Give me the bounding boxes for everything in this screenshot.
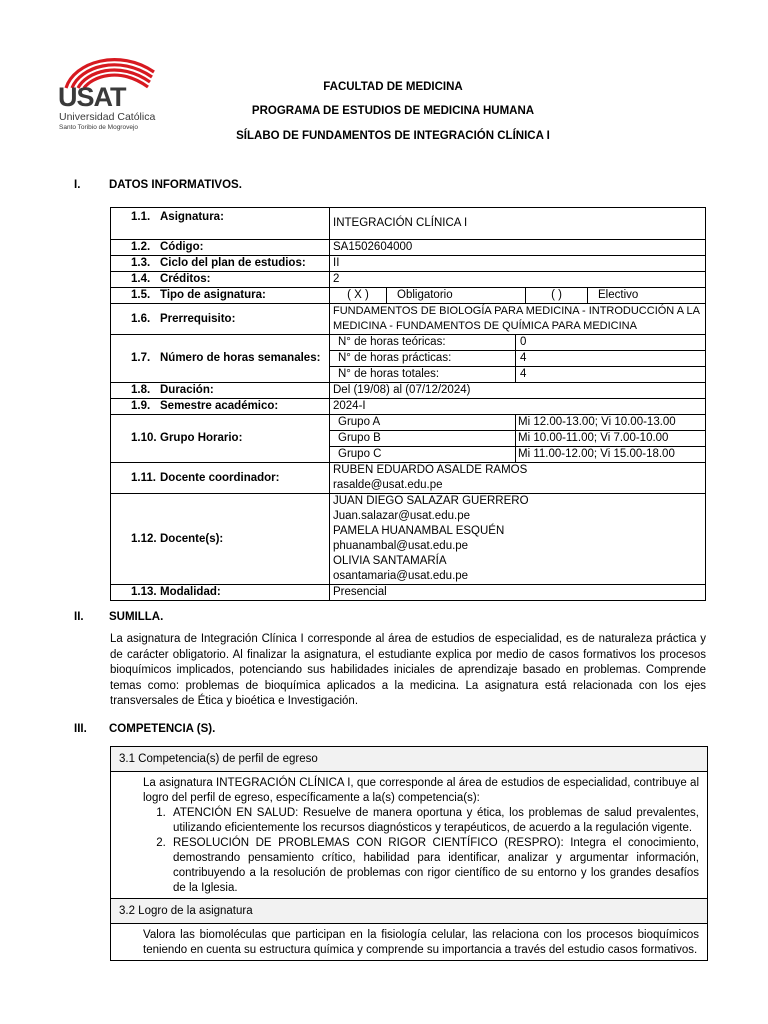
row-asignatura: 1.1. Asignatura: INTEGRACIÓN CLÍNICA I (111, 208, 706, 240)
semestre-value: 2024-I (330, 399, 706, 415)
horas-practicas-label: N° de horas prácticas: (330, 351, 516, 367)
codigo-value: SA1502604000 (330, 240, 706, 256)
ciclo-value: II (330, 256, 706, 272)
row-semestre: 1.9. Semestre académico: 2024-I (111, 399, 706, 415)
docente-1-email: Juan.salazar@usat.edu.pe (333, 510, 470, 522)
row-docentes: 1.12. Docente(s): JUAN DIEGO SALAZAR GUERRERO Juan.salazar@usat.edu.pe PAMELA HUANAMBAL ESQUÉN phuanambal@usat.edu.pe OLIVIA SANTAMARÍA osantamaria@usat.edu.pe (111, 494, 706, 585)
grupo-a-label: Grupo A (330, 415, 516, 431)
horas-practicas-value: 4 (516, 351, 706, 367)
horas-teoricas-value: 0 (516, 335, 706, 351)
tipo-mark-electivo: ( ) (526, 288, 588, 303)
competencia-subtitle: 3.1 Competencia(s) de perfil de egreso (111, 747, 707, 772)
docente-2-name: PAMELA HUANAMBAL ESQUÉN (333, 525, 505, 537)
faculty-title: FACULTAD DE MEDICINA (323, 81, 463, 93)
logro-subtitle: 3.2 Logro de la asignatura (111, 899, 707, 924)
coordinador-name: RUBEN EDUARDO ASALDE RAMOS (333, 464, 528, 476)
docente-3-email: osantamaria@usat.edu.pe (333, 570, 469, 582)
prerrequisito-value: FUNDAMENTOS DE BIOLOGÍA PARA MEDICINA - INTRODUCCIÓN A LA MEDICINA - FUNDAMENTOS DE QUÍMICA PARA MEDICINA (330, 304, 706, 335)
coordinador-email: rasalde@usat.edu.pe (333, 479, 443, 491)
competencia-list (143, 806, 699, 896)
row-prerrequisito: 1.6. Prerrequisito: FUNDAMENTOS DE BIOLOGÍA PARA MEDICINA - INTRODUCCIÓN A LA MEDICINA - FUNDAMENTOS DE QUÍMICA PARA MEDICINA (111, 304, 706, 335)
tipo-electivo: Electivo (598, 289, 639, 301)
asignatura-value: INTEGRACIÓN CLÍNICA I (330, 208, 706, 240)
row-horas: 1.7. Número de horas semanales: N° de horas teóricas: 0 N° de horas prácticas: 4 N° de horas totales: 4 (111, 335, 706, 383)
grupo-c-label: Grupo C (330, 447, 516, 463)
row-codigo: 1.2. Código: SA1502604000 (111, 240, 706, 256)
competencia-item: 2. RESOLUCIÓN DE PROBLEMAS CON RIGOR CIENTÍFICO (RESPRO): Integra el conocimiento, demostrando pensamiento crítico, habilidad para identificar, analizar y argumentar información, contribuyendo a la resolución de problemas con rigor científico de su entorno y los grandes desafíos de la Iglesia. (169, 836, 699, 896)
duracion-value: Del (19/08) al (07/12/2024) (330, 383, 706, 399)
horas-totales-label: N° de horas totales: (330, 367, 516, 383)
logo-line1: Universidad Católica (59, 111, 156, 123)
syllabus-title: SÍLABO DE FUNDAMENTOS DE INTEGRACIÓN CLÍNICA I (236, 130, 550, 142)
row-tipo: 1.5. Tipo de asignatura: ( X ) Obligatorio ( ) Electivo (111, 288, 706, 304)
grupo-b-schedule: Mi 10.00-11.00; Vi 7.00-10.00 (516, 431, 706, 447)
logo-name: USAT (58, 82, 126, 112)
docente-2-email: phuanambal@usat.edu.pe (333, 540, 469, 552)
modalidad-value: Presencial (330, 585, 706, 601)
row-grupo: 1.10. Grupo Horario: Grupo A Mi 12.00-13.00; Vi 10.00-13.00 Grupo B Mi 10.00-11.00; Vi 7.00-10.00 Grupo C Mi 11.00-12.00; Vi 15.00-18.00 (111, 415, 706, 463)
competencia-content (111, 772, 707, 899)
competencia-item: 1. ATENCIÓN EN SALUD: Resuelve de manera oportuna y ética, los problemas de salud prevalentes, utilizando eficientemente los recursos diagnósticos y terapéuticos, de acuerdo a la regulación vigente. (169, 806, 699, 836)
docente-1-name: JUAN DIEGO SALAZAR GUERRERO (333, 495, 529, 507)
row-duracion: 1.8. Duración: Del (19/08) al (07/12/2024) (111, 383, 706, 399)
row-modalidad: 1.13. Modalidad: Presencial (111, 585, 706, 601)
logro-content: Valora las biomoléculas que participan en la fisiología celular, las relaciona con los procesos bioquímicos teniendo en cuenta su estructura química y comprende su importancia a través del estudio casos formativos. (143, 929, 699, 956)
info-table (110, 207, 706, 601)
program-title: PROGRAMA DE ESTUDIOS DE MEDICINA HUMANA (251, 105, 535, 117)
horas-teoricas-label: N° de horas teóricas: (330, 335, 516, 351)
grupo-c-schedule: Mi 11.00-12.00; Vi 15.00-18.00 (518, 448, 675, 460)
competencia-intro: La asignatura INTEGRACIÓN CLÍNICA I, que corresponde al área de estudios de especialidad, contribuye al logro del perfil de egreso, específicamente a la(s) competencia(s): (143, 777, 699, 804)
row-ciclo: 1.3. Ciclo del plan de estudios: II (111, 256, 706, 272)
horas-totales-value: 4 (520, 368, 527, 380)
row-coordinador: 1.11. Docente coordinador: RUBEN EDUARDO ASALDE RAMOS rasalde@usat.edu.pe (111, 463, 706, 494)
sumilla-paragraph: La asignatura de Integración Clínica I corresponde al área de estudios de especialidad, es de naturaleza práctica y de carácter obligatorio. Al finalizar la asignatura, el estudiante explica por medio de casos formativos los procesos bioquímicos implicados, potenciando sus habilidades iniciales de aprendizaje basado en problemas. Comprende temas como: problemas de bioquímica aplicados a la medicina. La asignatura está relacionada con los ejes transversales de Ética y bioética e Investigación. (110, 633, 706, 707)
competencia-box (110, 746, 708, 961)
grupo-b-label: Grupo B (330, 431, 516, 447)
docente-3-name: OLIVIA SANTAMARÍA (333, 555, 447, 567)
row-creditos: 1.4. Créditos: 2 (111, 272, 706, 288)
tipo-mark-obligatorio: ( X ) (330, 288, 387, 303)
grupo-a-schedule: Mi 12.00-13.00; Vi 10.00-13.00 (516, 415, 706, 431)
creditos-value: 2 (330, 272, 706, 288)
logo-line2: Santo Toribio de Mogrovejo (59, 124, 139, 131)
tipo-obligatorio: Obligatorio (387, 288, 526, 303)
